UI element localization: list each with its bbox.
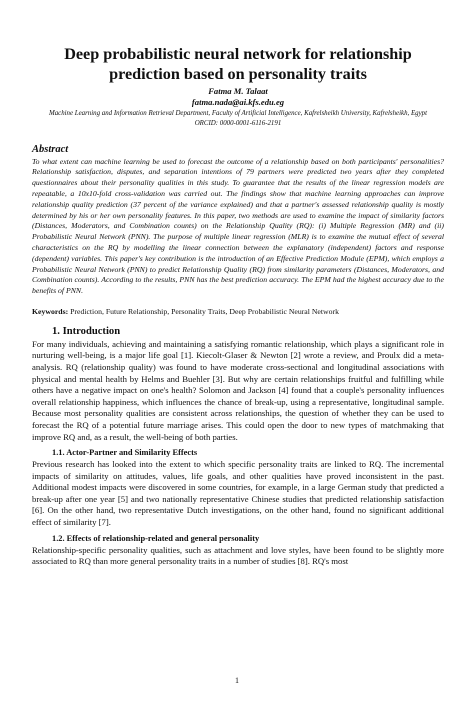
subsection-1-1-heading: 1.1. Actor-Partner and Similarity Effects <box>52 448 198 458</box>
title-line-2: prediction based on personality traits <box>109 65 367 83</box>
author-email: fatma.nada@ai.kfs.edu.eg <box>191 97 285 107</box>
page-number: 1 <box>235 676 239 685</box>
author-orcid: ORCID: 0000-0001-6116-2191 <box>194 120 282 128</box>
subsection-1-2-heading: 1.2. Effects of relationship-related and general personality <box>52 533 260 543</box>
section-1-paragraph: For many individuals, achieving and maintaining a satisfying romantic relationship, which plays a significant role in nurturing well-being, is a major life goal [1]. Kiecolt-Glaser & Newton [2] wrote a review, and Proulx did a meta-analysis. RQ (relationship quality) was found to have moderate cross-sectional and longitudinal associations with physical and mental health by Helms and Buehler [3]. But why are certain relationships fruitful and fulfilling while others have a negative impact on one's health? Solomon and Jackson [4] found that a couple's personality influences overall relationship happiness, which influences the chance of break-up, using a representative, longitudinal sample. Because most personality qualities are consistent across relationships, the question of whether they can be used to forecast the RQ of a potential future marriage arises. This could open the door to new types of matchmaking that improve RQ and, as a result, the well-being of both parties. <box>32 338 444 442</box>
keywords-label: Keywords: <box>32 306 69 316</box>
abstract-text: To what extent can machine learning be used to forecast the outcome of a relationship based on both participants' personalities? Relationship satisfaction, disputes, and separation intentions of 79 partners were predicted two years after they completed questionnaires about their personality qualities in this study. To guarantee that the results of the linear regression models are repeatable, a 10x10-fold cross-validation was carried out. The findings show that machine learning approaches can improve relationship quality prediction (37 percent of the variance explained) and that a partner's assessed relationship quality is mostly determined by his or her own personality features. In this paper, two methods are used to examine the impact of similarity factors (Distances, Moderators, and Combination counts) on the Relationship Quality (RQ): (i) Multiple Regression (MR) and (ii) Probabilistic Neural Network (PNN). The purpose of multiple linear regression (MLR) is to examine the mutual effect of several characteristics on the RQ by modelling the linear connection between the explanatory (independent) factors and response (dependent) variables. This paper's key contribution is the introduction of an Effective Prediction Module (EPM), which employs a Probabilistic Neural Network (PNN) to predict Relationship Quality (RQ) from similarity parameters (Distances, Moderators, and Combination counts). According to the results, PNN has the best prediction accuracy. The EPM had the highest accuracy due to the benefits of PNN. <box>32 156 444 296</box>
title-line-1: Deep probabilistic neural network for relationship <box>64 45 412 63</box>
author-name: Fatma M. Talaat <box>208 86 268 96</box>
subsection-1-2-paragraph: Relationship-specific personality qualities, such as attachment and love styles, have been found to be slightly more associated to RQ than more general personality traits in a number of studies [8]. RQ's most <box>32 544 444 567</box>
abstract-heading: Abstract <box>32 143 69 155</box>
keywords-text: Prediction, Future Relationship, Personality Traits, Deep Probabilistic Neural Network <box>70 306 339 316</box>
author-affiliation: Machine Learning and Information Retrieval Department, Faculty of Artificial Intelligence, Kafrelsheikh University, Kafrelsheikh, Egypt <box>48 110 428 117</box>
section-1-heading: 1. Introduction <box>52 325 121 337</box>
keywords <box>32 307 444 318</box>
subsection-1-1-paragraph: Previous research has looked into the extent to which specific personality traits are linked to RQ. The incremental impacts of similarity on attitudes, values, life goals, and other qualities have proved inconsistent in the past. Additional modest impacts were discovered in some countries, for example, in a large German study that predicted a break-up after one year [5] and two nationally representative Chinese studies that predicted relationship satisfaction [6]. On the other hand, two representative Dutch investigations, on the other hand, found no significant additional effect of similarity [7]. <box>32 459 444 528</box>
paper-page <box>0 44 474 714</box>
paper-title <box>32 44 444 84</box>
